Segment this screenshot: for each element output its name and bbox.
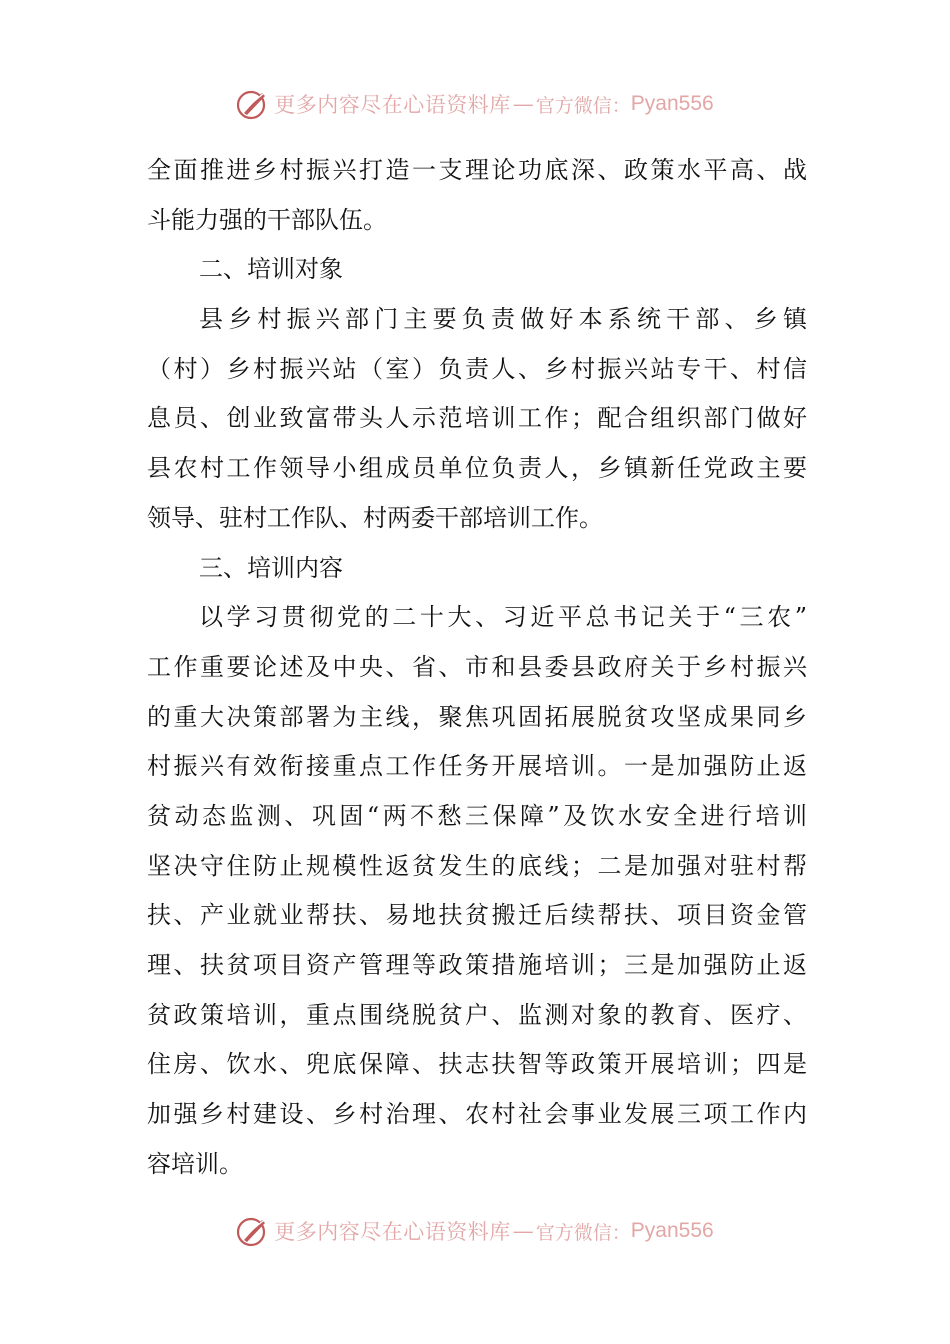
body-line: 县乡村振兴部门主要负责做好本系统干部、乡镇 <box>199 305 807 334</box>
footer-watermark <box>0 1211 950 1251</box>
body-line: 县农村工作领导小组成员单位负责人，乡镇新任党政主要 <box>147 454 807 483</box>
watermark-wechat-id: Pyan556 <box>630 92 714 115</box>
section-heading: 二、培训对象 <box>199 255 343 284</box>
body-line: 住房、饮水、兜底保障、扶志扶智等政策开展培训；四是 <box>147 1050 807 1079</box>
document-body <box>147 146 807 1189</box>
body-line: 贫政策培训，重点围绕脱贫户、监测对象的教育、医疗、 <box>147 1000 807 1029</box>
body-line: 工作重要论述及中央、省、市和县委县政府关于乡村振兴 <box>147 652 807 681</box>
watermark-label: 官方微信： <box>535 1221 631 1244</box>
quill-logo-icon <box>236 1214 270 1248</box>
body-line: 容培训。 <box>147 1149 243 1178</box>
header-watermark <box>0 84 950 124</box>
body-line: 的重大决策部署为主线，聚焦巩固拓展脱贫攻坚成果同乡 <box>147 702 807 731</box>
body-line: 坚决守住防止规模性返贫发生的底线；二是加强对驻村帮 <box>147 851 807 880</box>
watermark-label: 官方微信： <box>535 94 631 117</box>
watermark-separator: — <box>512 92 534 116</box>
body-line: （村）乡村振兴站（室）负责人、乡村振兴站专干、村信 <box>147 354 807 383</box>
watermark-text: 更多内容尽在心语资料库 <box>274 93 511 117</box>
quill-logo-icon <box>236 87 270 121</box>
body-line: 斗能力强的干部队伍。 <box>147 205 387 234</box>
watermark-wechat-id: Pyan556 <box>630 1219 714 1242</box>
body-line: 贫动态监测、巩固“两不愁三保障”及饮水安全进行培训 <box>147 801 807 830</box>
body-line: 全面推进乡村振兴打造一支理论功底深、政策水平高、战 <box>147 156 807 184</box>
watermark-text: 更多内容尽在心语资料库 <box>274 1220 511 1244</box>
body-line: 息员、创业致富带头人示范培训工作；配合组织部门做好 <box>147 404 807 433</box>
body-line: 领导、驻村工作队、村两委干部培训工作。 <box>147 503 603 532</box>
watermark-separator: — <box>512 1219 534 1243</box>
body-line: 扶、产业就业帮扶、易地扶贫搬迁后续帮扶、项目资金管 <box>147 901 807 930</box>
body-line: 加强乡村建设、乡村治理、农村社会事业发展三项工作内 <box>147 1100 807 1129</box>
body-line: 村振兴有效衔接重点工作任务开展培训。一是加强防止返 <box>147 752 807 781</box>
section-heading: 三、培训内容 <box>199 553 343 582</box>
body-line: 以学习贯彻党的二十大、习近平总书记关于“三农” <box>199 603 807 632</box>
body-line: 理、扶贫项目资产管理等政策措施培训；三是加强防止返 <box>147 951 807 979</box>
